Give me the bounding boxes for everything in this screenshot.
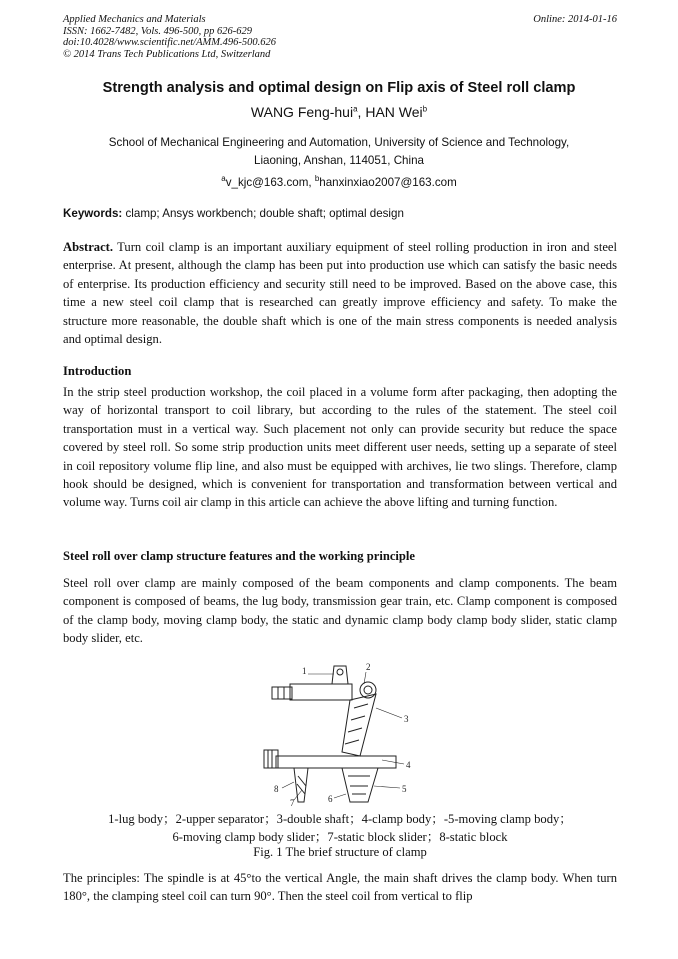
keywords [63,207,617,220]
moving-clamp-body [342,768,378,802]
affiliation-line: Liaoning, Anshan, 114051, China [254,154,424,167]
journal-issn: ISSN: 1662-7482, Vols. 496-500, pp 626-629 [63,25,252,37]
principle-paragraph: The principles: The spindle is at 45°to the vertical Angle, the main shaft drives the clamp body. When turn 180°, the clamping steel coil can turn 90°. Then the steel coil from vertical to flip [63,871,617,904]
paper-title: Strength analysis and optimal design on Flip axis of Steel roll clamp [102,80,576,96]
journal-copyright: © 2014 Trans Tech Publications Ltd, Switzerland [63,48,271,60]
journal-header [63,14,617,60]
figure-legend-line: 6-moving clamp body slider；7-static block slider；8-static block [172,830,508,844]
abstract-label: Abstract. [63,240,114,254]
affiliation [40,134,638,170]
introduction-paragraph: In the strip steel production workshop, the coil placed in a volume form after packaging, then adopting the way of horizontal transport to coil library, but according to the rules of the statement. The steel coil transportation must in a vertical way. Such placement not only can provide security but reduce the space covered by steel roll. So some strip production units meet different user needs, setting up a separate of steel in coil repository volume flip line, and also must be equipped with archives, lie two slings. Therefore, clamp hook should be designed, which is convenient for transportation and transformation between vertical and volume way. Turns coil air clamp in this article can achieve the above lifting and turning function. [63,385,617,510]
section-heading-structure: Steel roll over clamp structure features and the working principle [63,549,416,563]
figure-caption: Fig. 1 The brief structure of clamp [253,845,427,859]
author-name: WANG Feng-hui [250,104,354,120]
journal-name: Applied Mechanics and Materials [63,14,206,25]
section-heading-introduction: Introduction [63,364,132,378]
figure-legend-line: 1-lug body；2-upper separator；3-double shaft；4-clamp body；-5-moving clamp body； [108,812,572,826]
figure-label: 5 [402,784,407,794]
author-separator: , [357,104,366,120]
beam [290,684,352,700]
structure-paragraph: Steel roll over clamp are mainly composed of the beam components and clamp components. The beam component is composed of beams, the lug body, transmission gear train, etc. Clamp component is composed of the clamp body, moving clamp body, the static and dynamic clamp body clamp body slider, static clamp body slider, etc. [63,576,617,646]
email-address: hanxinxiao2007@163.com [319,176,457,189]
author-superscript: a [353,104,358,114]
clamp-body [276,756,396,768]
clamp-structure-figure [250,660,430,808]
email-address: v_kjc@163.com, [225,176,315,189]
author-superscript: b [422,104,428,114]
double-shaft [342,694,376,756]
affiliation-line: School of Mechanical Engineering and Automation, University of Science and Technology, [108,136,570,149]
figure-label: 7 [290,798,295,808]
email-superscript: a [221,174,226,184]
email-superscript: b [314,174,320,184]
figure-label: 8 [274,784,279,794]
keywords-label: Keywords: [63,207,123,220]
online-date: Online: 2014-01-16 [533,14,617,25]
figure-label: 3 [404,714,409,724]
author-name: HAN Wei [365,104,423,120]
figure-label: 2 [366,662,371,672]
author-line [40,104,638,120]
figure-label: 4 [406,760,411,770]
keywords-text: clamp; Ansys workbench; double shaft; optimal design [122,207,404,220]
figure-label: 1 [302,666,307,676]
abstract [63,238,617,348]
journal-doi: doi:10.4028/www.scientific.net/AMM.496-500.626 [63,37,276,48]
email-line [40,176,638,189]
abstract-text: Turn coil clamp is an important auxiliary equipment of steel rolling production in iron and steel enterprise. At present, although the clamp has been put into production use which can satisfy the basic needs of enterprise. Its production efficiency and security still need to be improved. Based on the above case, this time a new steel coil clamp that is researched can greatly improve efficiency and safety. To make the structure more reasonable, the double shaft which is one of the main stress components is needed analysis and optimal design. [63,240,617,347]
figure-label: 6 [328,794,333,804]
beam-end [272,687,292,699]
